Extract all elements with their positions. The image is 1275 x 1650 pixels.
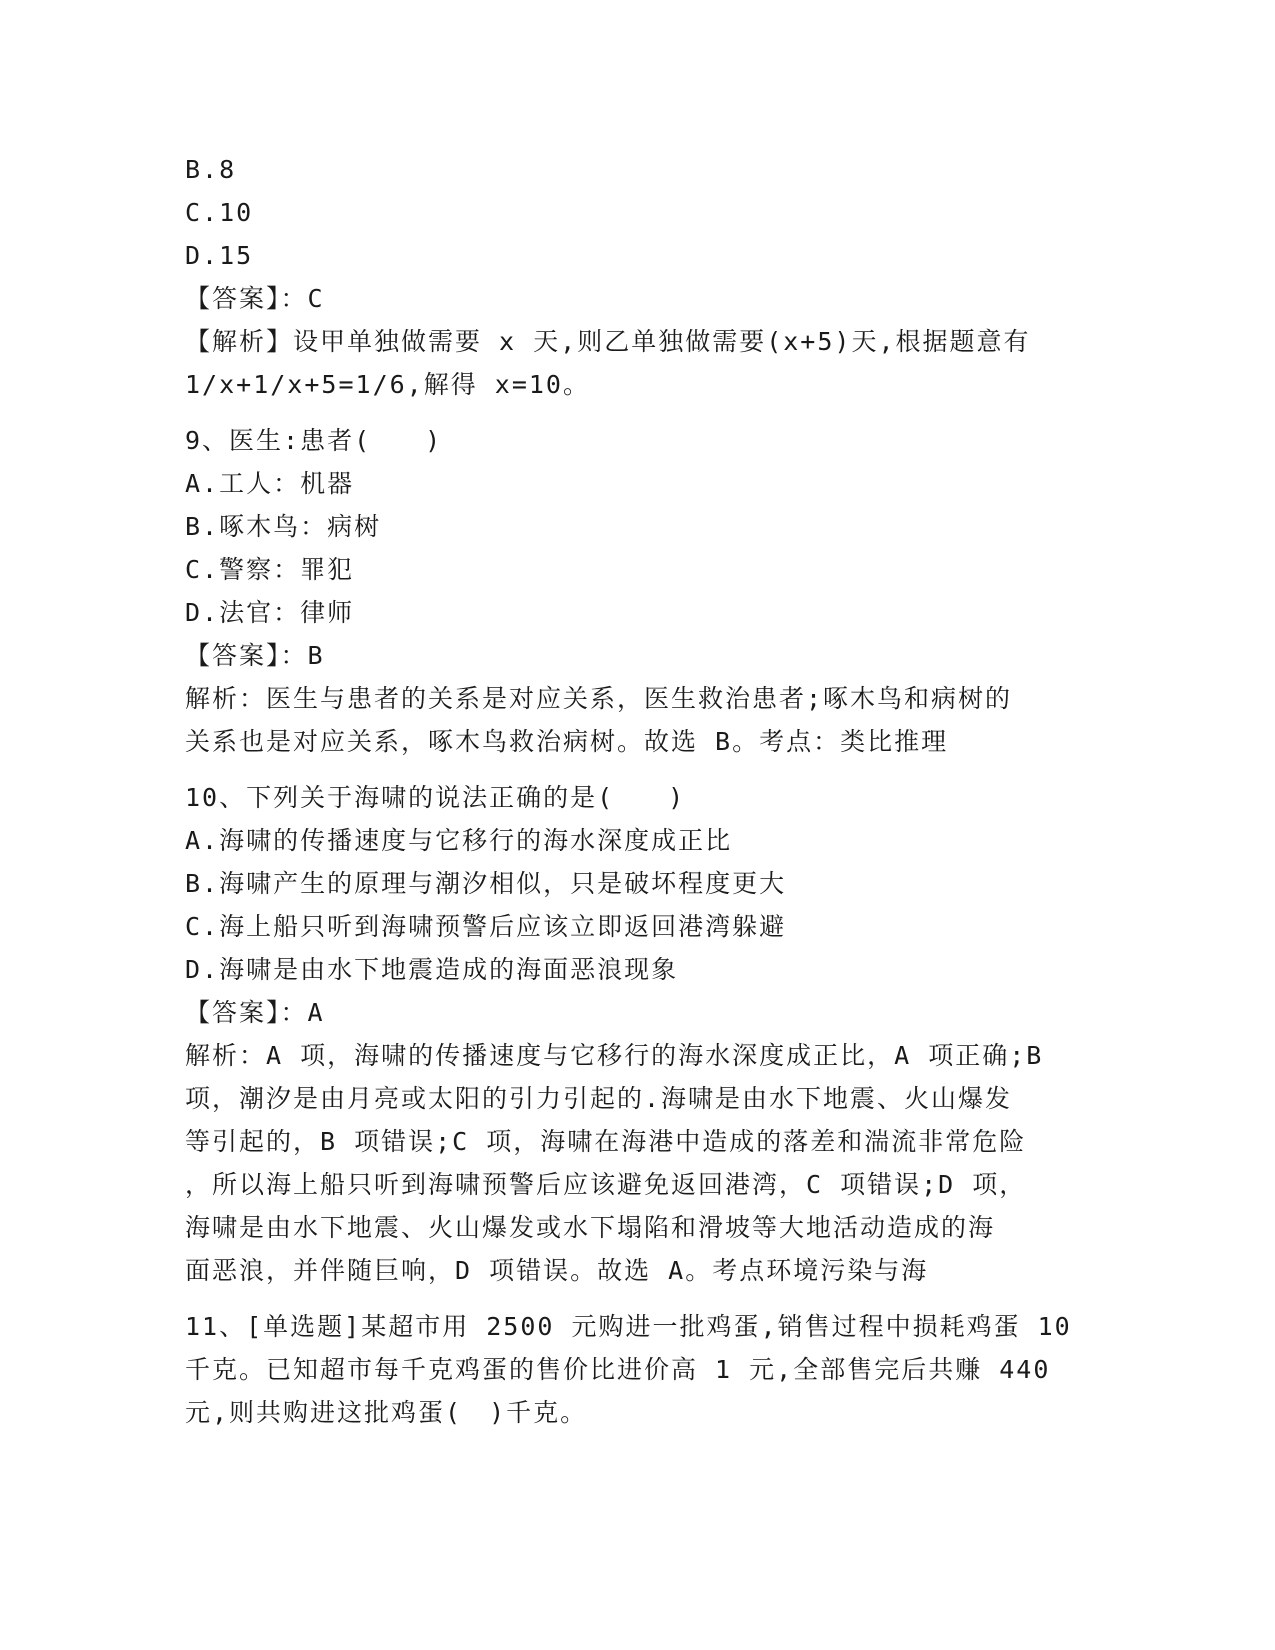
q9-analysis-line-2: 关系也是对应关系，啄木鸟救治病树。故选 B。考点：类比推理 — [185, 727, 949, 756]
paragraph-gap — [185, 763, 1085, 776]
q9-option-c: C.警察：罪犯 — [185, 555, 355, 584]
paragraph-gap — [185, 1292, 1085, 1305]
q8-option-c: C.10 — [185, 198, 254, 227]
paragraph-gap — [185, 406, 1085, 419]
q11-question-line-2: 千克。已知超市每千克鸡蛋的售价比进价高 1 元,全部售完后共赚 440 — [185, 1355, 1051, 1384]
q10-analysis-line-6: 面恶浪，并伴随巨响，D 项错误。故选 A。考点环境污染与海 — [185, 1256, 929, 1285]
q10-question: 10、下列关于海啸的说法正确的是( ) — [185, 783, 686, 812]
q10-option-d: D.海啸是由水下地震造成的海面恶浪现象 — [185, 955, 679, 984]
q8-answer: 【答案】：C — [185, 284, 325, 313]
q10-analysis-line-5: 海啸是由水下地震、火山爆发或水下塌陷和滑坡等大地活动造成的海 — [185, 1213, 996, 1242]
q8-analysis-line-2: 1/x+1/x+5=1/6,解得 x=10。 — [185, 370, 590, 399]
question-11 — [185, 1305, 1085, 1434]
q10-option-b: B.海啸产生的原理与潮汐相似，只是破坏程度更大 — [185, 869, 787, 898]
q10-option-a: A.海啸的传播速度与它移行的海水深度成正比 — [185, 826, 733, 855]
q8-analysis-line-1: 【解析】设甲单独做需要 x 天,则乙单独做需要(x+5)天,根据题意有 — [185, 327, 1031, 356]
document-page — [185, 148, 1085, 1434]
q11-question-line-1: 11、[单选题]某超市用 2500 元购进一批鸡蛋,销售过程中损耗鸡蛋 10 — [185, 1312, 1072, 1341]
q10-option-c: C.海上船只听到海啸预警后应该立即返回港湾躲避 — [185, 912, 787, 941]
question-9 — [185, 419, 1085, 763]
q9-answer: 【答案】：B — [185, 641, 325, 670]
question-8-tail — [185, 148, 1085, 406]
q10-analysis-line-3: 等引起的，B 项错误;C 项，海啸在海港中造成的落差和湍流非常危险 — [185, 1127, 1027, 1156]
q10-analysis-line-2: 项，潮汐是由月亮或太阳的引力引起的.海啸是由水下地震、火山爆发 — [185, 1084, 1013, 1113]
q9-option-a: A.工人：机器 — [185, 469, 355, 498]
q10-answer: 【答案】：A — [185, 998, 325, 1027]
question-10 — [185, 776, 1085, 1292]
q10-analysis-line-1: 解析：A 项，海啸的传播速度与它移行的海水深度成正比，A 项正确;B — [185, 1041, 1044, 1070]
q11-question-line-3: 元,则共购进这批鸡蛋( )千克。 — [185, 1398, 588, 1427]
q9-question: 9、医生:患者( ) — [185, 426, 443, 455]
q8-option-d: D.15 — [185, 241, 254, 270]
q8-option-b: B.8 — [185, 155, 237, 184]
q10-analysis-line-4: ，所以海上船只听到海啸预警后应该避免返回港湾，C 项错误;D 项， — [185, 1170, 1027, 1199]
q9-analysis-line-1: 解析：医生与患者的关系是对应关系，医生救治患者;啄木鸟和病树的 — [185, 684, 1013, 713]
q9-option-d: D.法官：律师 — [185, 598, 355, 627]
q9-option-b: B.啄木鸟：病树 — [185, 512, 382, 541]
